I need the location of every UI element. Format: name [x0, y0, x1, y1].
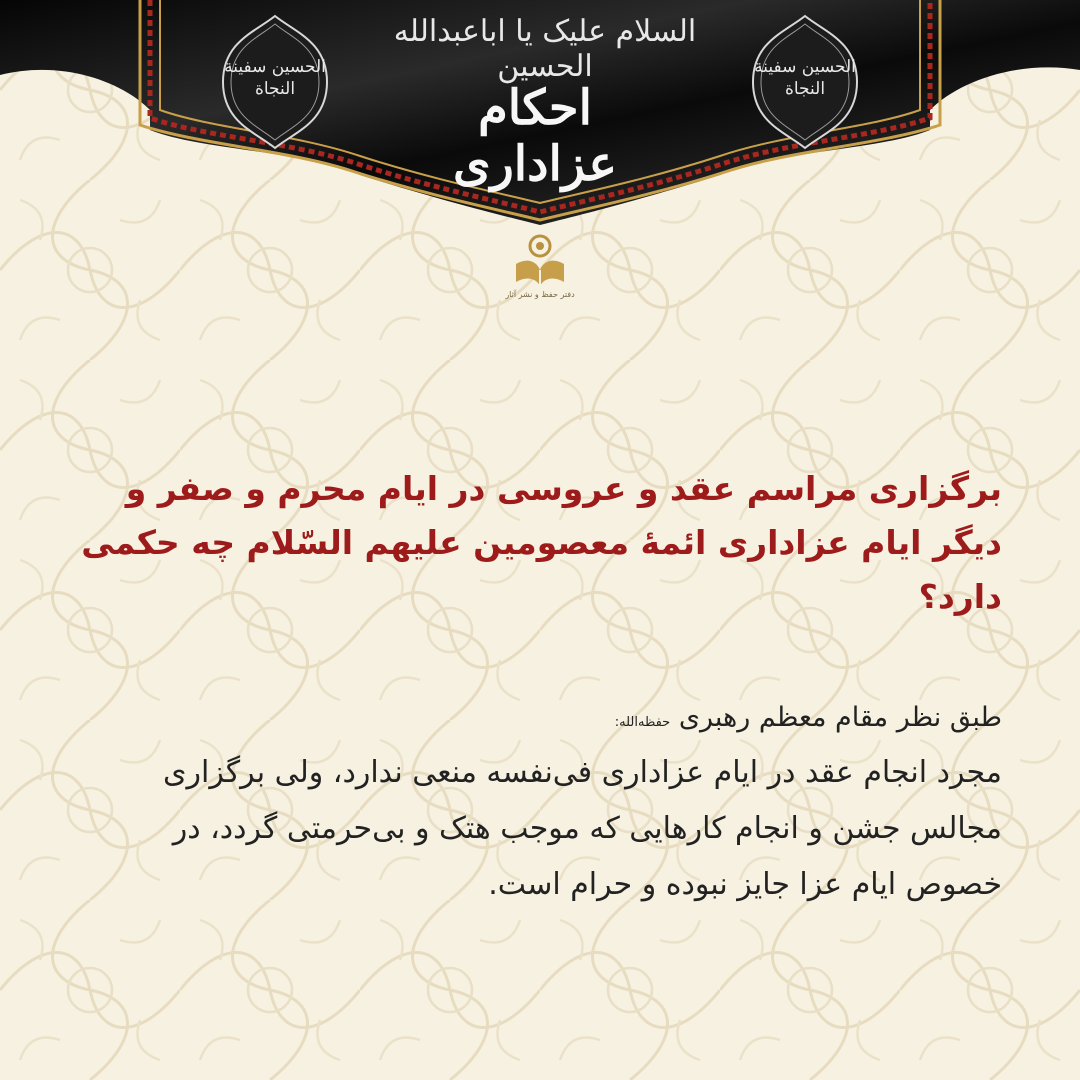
honorific: حفظه‌الله:	[614, 715, 671, 730]
answer-block	[72, 698, 1002, 913]
answer-intro	[72, 698, 1002, 743]
banner-title: احکام عزاداری	[453, 80, 617, 192]
salam-calligraphy: السلام علیک یا اباعبدالله الحسین	[393, 14, 697, 84]
right-medallion	[745, 12, 865, 152]
right-medallion-text: الحسین سفینة النجاة	[754, 57, 856, 99]
answer-intro-text: طبق نظر مقام معظم رهبری	[678, 702, 1002, 733]
question-heading: برگزاری مراسم عقد و عروسی در ایام محرم و صفر و دیگر ایام عزاداری ائمهٔ معصومین علیهم السّلام چه حکمی دارد؟	[81, 469, 1002, 616]
left-medallion	[215, 12, 335, 152]
logo-caption: دفتر حفظ و نشر آثار	[505, 290, 575, 299]
left-medallion-text: الحسین سفینة النجاة	[224, 57, 326, 99]
answer-body: مجرد انجام عقد در ایام عزاداری فی‌نفسه منعی ندارد، ولی برگزاری مجالس جشن و انجام کارهایی که موجب هتک و بی‌حرمتی گردد، در خصوص ایام عزا جایز نبوده و حرام است.	[163, 755, 1002, 902]
